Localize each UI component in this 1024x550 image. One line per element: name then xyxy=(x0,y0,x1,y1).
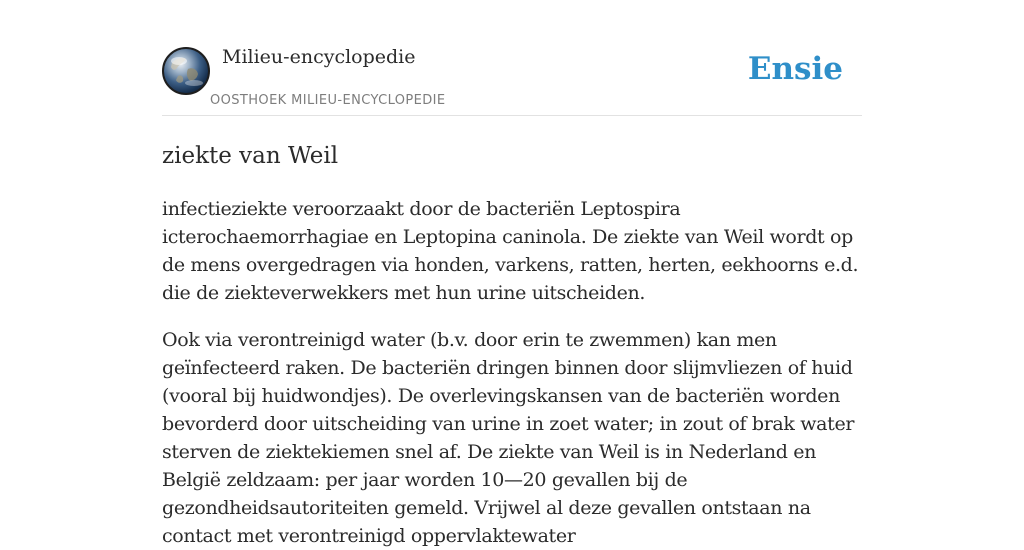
article-title: ziekte van Weil xyxy=(162,143,339,169)
page-container xyxy=(162,0,862,550)
site-subtitle[interactable]: OOSTHOEK MILIEU-ENCYCLOPEDIE xyxy=(210,93,446,108)
article-paragraph-1: infectieziekte veroorzaakt door de bacteriën Leptospira icterochaemorrhagiae en Leptopina caninola. De ziekte van Weil wordt op de mens overgedragen via honden, varkens, ratten, herten, eekhoorns e.d. die de ziekteverwekkers met hun urine uitscheiden. xyxy=(162,198,859,304)
article-paragraph-2: Ook via verontreinigd water (b.v. door erin te zwemmen) kan men geïnfecteerd raken. De bacteriën dringen binnen door slijmvliezen of huid (vooral bij huidwondjes). De overlevingskansen van de bacteriën worden bevorderd door uitscheiding van urine in zoet water; in zout of brak water sterven de ziektekiemen snel af. De ziekte van Weil is in Nederland en België zeldzaam: per jaar worden 10—20 gevallen bij de gezondheidsautoriteiten gemeld. Vrijwel al deze gevallen ontstaan na contact met verontreinigd oppervlaktewater xyxy=(162,329,855,547)
ensie-logo-link[interactable]: Ensie xyxy=(747,51,843,87)
site-header xyxy=(162,0,862,116)
earth-globe-icon[interactable] xyxy=(162,47,210,95)
site-name[interactable]: Milieu-encyclopedie xyxy=(222,46,416,68)
